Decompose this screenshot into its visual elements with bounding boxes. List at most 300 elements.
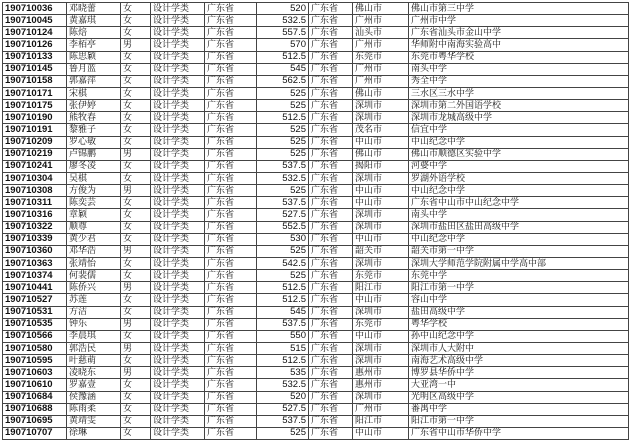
city-cell: 深圳市 [353, 306, 409, 318]
table-body [3, 3, 629, 440]
score-cell: 535 [257, 367, 309, 379]
table-row [3, 367, 629, 379]
student-name-cell: 李栢亭 [67, 39, 121, 51]
school-province-cell: 广东省 [309, 367, 353, 379]
school-province-cell: 广东省 [309, 221, 353, 233]
student-id-cell: 190710566 [3, 330, 67, 342]
province-cell: 广东省 [205, 257, 257, 269]
table-row [3, 148, 629, 160]
student-name-cell: 鲁月蓝 [67, 63, 121, 75]
province-cell: 广东省 [205, 100, 257, 112]
score-cell: 562.5 [257, 75, 309, 87]
major-category-cell: 设计学类 [151, 306, 205, 318]
school-cell: 孙中山纪念中学 [409, 330, 629, 342]
province-cell: 广东省 [205, 379, 257, 391]
city-cell: 惠州市 [353, 367, 409, 379]
school-province-cell: 广东省 [309, 209, 353, 221]
school-province-cell: 广东省 [309, 270, 353, 282]
student-id-cell: 190710610 [3, 379, 67, 391]
school-province-cell: 广东省 [309, 51, 353, 63]
school-cell: 南头中学 [409, 209, 629, 221]
province-cell: 广东省 [205, 367, 257, 379]
student-id-cell: 190710322 [3, 221, 67, 233]
student-id-cell: 190710374 [3, 270, 67, 282]
school-cell: 南海艺术高级中学 [409, 355, 629, 367]
school-cell: 深圳市人大附中 [409, 342, 629, 354]
school-cell: 大亚湾一中 [409, 379, 629, 391]
major-category-cell: 设计学类 [151, 282, 205, 294]
score-cell: 525 [257, 245, 309, 257]
city-cell: 佛山市 [353, 3, 409, 15]
student-id-cell: 190710126 [3, 39, 67, 51]
gender-cell: 女 [121, 233, 151, 245]
province-cell: 广东省 [205, 391, 257, 403]
student-name-cell: 熊牧春 [67, 112, 121, 124]
student-name-cell: 陈雨柔 [67, 403, 121, 415]
province-cell: 广东省 [205, 172, 257, 184]
province-cell: 广东省 [205, 306, 257, 318]
school-province-cell: 广东省 [309, 148, 353, 160]
school-province-cell: 广东省 [309, 403, 353, 415]
city-cell: 中山市 [353, 197, 409, 209]
score-cell: 532.5 [257, 172, 309, 184]
school-cell: 东莞中学 [409, 270, 629, 282]
major-category-cell: 设计学类 [151, 270, 205, 282]
student-id-cell: 190710171 [3, 87, 67, 99]
city-cell: 深圳市 [353, 172, 409, 184]
student-id-cell: 190710158 [3, 75, 67, 87]
student-name-cell: 李晨琪 [67, 330, 121, 342]
school-cell: 阳江市第一中学 [409, 282, 629, 294]
gender-cell: 男 [121, 39, 151, 51]
major-category-cell: 设计学类 [151, 100, 205, 112]
student-id-cell: 190710707 [3, 427, 67, 439]
school-cell: 容山中学 [409, 294, 629, 306]
score-cell: 537.5 [257, 197, 309, 209]
school-province-cell: 广东省 [309, 87, 353, 99]
score-cell: 537.5 [257, 415, 309, 427]
student-name-cell: 张伊婷 [67, 100, 121, 112]
gender-cell: 女 [121, 15, 151, 27]
gender-cell: 女 [121, 270, 151, 282]
major-category-cell: 设计学类 [151, 75, 205, 87]
student-name-cell: 张靖怡 [67, 257, 121, 269]
student-id-cell: 190710209 [3, 136, 67, 148]
student-id-cell: 190710688 [3, 403, 67, 415]
province-cell: 广东省 [205, 63, 257, 75]
score-cell: 537.5 [257, 160, 309, 172]
gender-cell: 女 [121, 124, 151, 136]
school-cell: 广州市中学 [409, 15, 629, 27]
gender-cell: 女 [121, 306, 151, 318]
city-cell: 东莞市 [353, 51, 409, 63]
city-cell: 阳江市 [353, 282, 409, 294]
school-cell: 信宜中学 [409, 124, 629, 136]
city-cell: 广州市 [353, 15, 409, 27]
major-category-cell: 设计学类 [151, 197, 205, 209]
city-cell: 深圳市 [353, 355, 409, 367]
major-category-cell: 设计学类 [151, 63, 205, 75]
gender-cell: 女 [121, 87, 151, 99]
province-cell: 广东省 [205, 39, 257, 51]
gender-cell: 女 [121, 75, 151, 87]
major-category-cell: 设计学类 [151, 257, 205, 269]
admission-table [2, 2, 629, 440]
student-id-cell: 190710036 [3, 3, 67, 15]
school-cell: 广东省中山市中山纪念中学 [409, 197, 629, 209]
student-name-cell: 顺尊 [67, 221, 121, 233]
score-cell: 525 [257, 148, 309, 160]
gender-cell: 女 [121, 330, 151, 342]
major-category-cell: 设计学类 [151, 367, 205, 379]
gender-cell: 女 [121, 415, 151, 427]
school-province-cell: 广东省 [309, 330, 353, 342]
gender-cell: 女 [121, 27, 151, 39]
city-cell: 深圳市 [353, 342, 409, 354]
table-row [3, 257, 629, 269]
student-name-cell: 黄嘉琪 [67, 15, 121, 27]
major-category-cell: 设计学类 [151, 330, 205, 342]
city-cell: 中山市 [353, 136, 409, 148]
student-name-cell: 黎雅子 [67, 124, 121, 136]
student-id-cell: 190710580 [3, 342, 67, 354]
table-row [3, 185, 629, 197]
city-cell: 中山市 [353, 330, 409, 342]
school-cell: 深圳市盐田区盐田高级中学 [409, 221, 629, 233]
score-cell: 525 [257, 185, 309, 197]
student-id-cell: 190710339 [3, 233, 67, 245]
table-row [3, 427, 629, 439]
gender-cell: 女 [121, 355, 151, 367]
city-cell: 广州市 [353, 75, 409, 87]
gender-cell: 男 [121, 367, 151, 379]
province-cell: 广东省 [205, 233, 257, 245]
city-cell: 深圳市 [353, 257, 409, 269]
table-row [3, 342, 629, 354]
student-name-cell: 邓华浩 [67, 245, 121, 257]
city-cell: 深圳市 [353, 100, 409, 112]
table-row [3, 282, 629, 294]
city-cell: 惠州市 [353, 379, 409, 391]
table-row [3, 160, 629, 172]
gender-cell: 女 [121, 112, 151, 124]
student-name-cell: 方俊为 [67, 185, 121, 197]
school-cell: 广东省汕头市金山中学 [409, 27, 629, 39]
student-id-cell: 190710684 [3, 391, 67, 403]
gender-cell: 女 [121, 51, 151, 63]
score-cell: 525 [257, 270, 309, 282]
province-cell: 广东省 [205, 415, 257, 427]
table-row [3, 221, 629, 233]
gender-cell: 女 [121, 136, 151, 148]
gender-cell: 男 [121, 342, 151, 354]
major-category-cell: 设计学类 [151, 209, 205, 221]
gender-cell: 女 [121, 294, 151, 306]
school-province-cell: 广东省 [309, 112, 353, 124]
school-province-cell: 广东省 [309, 342, 353, 354]
table-row [3, 355, 629, 367]
student-id-cell: 190710441 [3, 282, 67, 294]
score-cell: 527.5 [257, 403, 309, 415]
school-province-cell: 广东省 [309, 172, 353, 184]
student-name-cell: 邓晓蕾 [67, 3, 121, 15]
gender-cell: 女 [121, 160, 151, 172]
student-id-cell: 190710531 [3, 306, 67, 318]
table-row [3, 27, 629, 39]
city-cell: 深圳市 [353, 221, 409, 233]
student-name-cell: 苏莲 [67, 294, 121, 306]
student-name-cell: 章颖 [67, 209, 121, 221]
score-cell: 520 [257, 391, 309, 403]
score-cell: 525 [257, 87, 309, 99]
gender-cell: 男 [121, 318, 151, 330]
school-province-cell: 广东省 [309, 136, 353, 148]
student-id-cell: 190710527 [3, 294, 67, 306]
major-category-cell: 设计学类 [151, 427, 205, 439]
table-row [3, 112, 629, 124]
student-id-cell: 190710695 [3, 415, 67, 427]
major-category-cell: 设计学类 [151, 27, 205, 39]
gender-cell: 女 [121, 403, 151, 415]
student-id-cell: 190710603 [3, 367, 67, 379]
school-province-cell: 广东省 [309, 306, 353, 318]
school-province-cell: 广东省 [309, 27, 353, 39]
score-cell: 550 [257, 330, 309, 342]
gender-cell: 女 [121, 100, 151, 112]
province-cell: 广东省 [205, 197, 257, 209]
score-cell: 545 [257, 306, 309, 318]
province-cell: 广东省 [205, 148, 257, 160]
school-cell: 广东省中山市华侨中学 [409, 427, 629, 439]
school-cell: 粤华学校 [409, 318, 629, 330]
city-cell: 中山市 [353, 427, 409, 439]
province-cell: 广东省 [205, 209, 257, 221]
school-cell: 佛山市第三中学 [409, 3, 629, 15]
student-id-cell: 190710308 [3, 185, 67, 197]
school-province-cell: 广东省 [309, 197, 353, 209]
student-name-cell: 何裴儒 [67, 270, 121, 282]
gender-cell: 男 [121, 245, 151, 257]
major-category-cell: 设计学类 [151, 124, 205, 136]
school-province-cell: 广东省 [309, 355, 353, 367]
student-id-cell: 190710175 [3, 100, 67, 112]
school-cell: 韶关市第一中学 [409, 245, 629, 257]
table-row [3, 136, 629, 148]
school-province-cell: 广东省 [309, 124, 353, 136]
table-row [3, 270, 629, 282]
score-cell: 525 [257, 136, 309, 148]
score-cell: 512.5 [257, 112, 309, 124]
table-row [3, 87, 629, 99]
province-cell: 广东省 [205, 355, 257, 367]
table-row [3, 39, 629, 51]
student-id-cell: 190710191 [3, 124, 67, 136]
student-name-cell: 罗嘉壹 [67, 379, 121, 391]
province-cell: 广东省 [205, 270, 257, 282]
city-cell: 广州市 [353, 403, 409, 415]
table-row [3, 233, 629, 245]
gender-cell: 男 [121, 148, 151, 160]
student-name-cell: 陈奕芸 [67, 197, 121, 209]
school-province-cell: 广东省 [309, 391, 353, 403]
school-province-cell: 广东省 [309, 294, 353, 306]
major-category-cell: 设计学类 [151, 294, 205, 306]
score-cell: 545 [257, 63, 309, 75]
table-row [3, 124, 629, 136]
province-cell: 广东省 [205, 294, 257, 306]
student-id-cell: 190710363 [3, 257, 67, 269]
table-row [3, 415, 629, 427]
school-cell: 河婆中学 [409, 160, 629, 172]
student-name-cell: 凌晓东 [67, 367, 121, 379]
city-cell: 阳江市 [353, 415, 409, 427]
province-cell: 广东省 [205, 245, 257, 257]
major-category-cell: 设计学类 [151, 172, 205, 184]
student-id-cell: 190710045 [3, 15, 67, 27]
student-name-cell: 黄少君 [67, 233, 121, 245]
school-province-cell: 广东省 [309, 3, 353, 15]
score-cell: 512.5 [257, 282, 309, 294]
student-name-cell: 吴棋 [67, 172, 121, 184]
province-cell: 广东省 [205, 124, 257, 136]
table-row [3, 379, 629, 391]
school-cell: 东莞市粤华学校 [409, 51, 629, 63]
student-name-cell: 叶慈萌 [67, 355, 121, 367]
student-id-cell: 190710304 [3, 172, 67, 184]
major-category-cell: 设计学类 [151, 148, 205, 160]
city-cell: 中山市 [353, 185, 409, 197]
major-category-cell: 设计学类 [151, 15, 205, 27]
school-cell: 中山纪念中学 [409, 136, 629, 148]
major-category-cell: 设计学类 [151, 318, 205, 330]
student-id-cell: 190710311 [3, 197, 67, 209]
school-cell: 罗湖外语学校 [409, 172, 629, 184]
school-cell: 南头中学 [409, 63, 629, 75]
school-province-cell: 广东省 [309, 318, 353, 330]
school-cell: 华师附中南海实验高中 [409, 39, 629, 51]
city-cell: 韶关市 [353, 245, 409, 257]
student-id-cell: 190710219 [3, 148, 67, 160]
school-province-cell: 广东省 [309, 233, 353, 245]
gender-cell: 女 [121, 3, 151, 15]
major-category-cell: 设计学类 [151, 379, 205, 391]
student-name-cell: 卢锦鹏 [67, 148, 121, 160]
gender-cell: 女 [121, 391, 151, 403]
gender-cell: 男 [121, 185, 151, 197]
table-row [3, 100, 629, 112]
table-row [3, 330, 629, 342]
table-row [3, 306, 629, 318]
major-category-cell: 设计学类 [151, 87, 205, 99]
student-name-cell: 陈思颖 [67, 51, 121, 63]
table-row [3, 172, 629, 184]
student-name-cell: 罗心敏 [67, 136, 121, 148]
school-cell: 三水区三水中学 [409, 87, 629, 99]
school-cell: 盐田高级中学 [409, 306, 629, 318]
school-province-cell: 广东省 [309, 427, 353, 439]
student-id-cell: 190710133 [3, 51, 67, 63]
gender-cell: 女 [121, 427, 151, 439]
student-name-cell: 郭浩民 [67, 342, 121, 354]
student-id-cell: 190710145 [3, 63, 67, 75]
score-cell: 512.5 [257, 51, 309, 63]
province-cell: 广东省 [205, 112, 257, 124]
table-row [3, 51, 629, 63]
table-row [3, 245, 629, 257]
province-cell: 广东省 [205, 330, 257, 342]
student-name-cell: 方洁 [67, 306, 121, 318]
school-province-cell: 广东省 [309, 245, 353, 257]
major-category-cell: 设计学类 [151, 112, 205, 124]
table-row [3, 75, 629, 87]
city-cell: 中山市 [353, 294, 409, 306]
student-name-cell: 黄靖雯 [67, 415, 121, 427]
city-cell: 广州市 [353, 39, 409, 51]
major-category-cell: 设计学类 [151, 233, 205, 245]
province-cell: 广东省 [205, 221, 257, 233]
city-cell: 茂名市 [353, 124, 409, 136]
score-cell: 552.5 [257, 221, 309, 233]
city-cell: 东莞市 [353, 318, 409, 330]
score-cell: 542.5 [257, 257, 309, 269]
school-province-cell: 广东省 [309, 415, 353, 427]
province-cell: 广东省 [205, 403, 257, 415]
score-cell: 525 [257, 124, 309, 136]
province-cell: 广东省 [205, 427, 257, 439]
table-row [3, 391, 629, 403]
student-name-cell: 陈焙 [67, 27, 121, 39]
major-category-cell: 设计学类 [151, 221, 205, 233]
school-cell: 深圳市第二外国语学校 [409, 100, 629, 112]
major-category-cell: 设计学类 [151, 3, 205, 15]
province-cell: 广东省 [205, 185, 257, 197]
school-province-cell: 广东省 [309, 282, 353, 294]
major-category-cell: 设计学类 [151, 415, 205, 427]
score-cell: 570 [257, 39, 309, 51]
student-id-cell: 190710316 [3, 209, 67, 221]
major-category-cell: 设计学类 [151, 136, 205, 148]
student-name-cell: 侯豫涵 [67, 391, 121, 403]
province-cell: 广东省 [205, 3, 257, 15]
province-cell: 广东省 [205, 15, 257, 27]
score-cell: 530 [257, 233, 309, 245]
school-cell: 番禺中学 [409, 403, 629, 415]
major-category-cell: 设计学类 [151, 39, 205, 51]
student-id-cell: 190710124 [3, 27, 67, 39]
school-province-cell: 广东省 [309, 185, 353, 197]
score-cell: 532.5 [257, 379, 309, 391]
table-row [3, 403, 629, 415]
table-row [3, 294, 629, 306]
province-cell: 广东省 [205, 27, 257, 39]
score-cell: 515 [257, 342, 309, 354]
school-cell: 深圳大学师范学院附属中学高中部 [409, 257, 629, 269]
city-cell: 佛山市 [353, 87, 409, 99]
province-cell: 广东省 [205, 87, 257, 99]
student-name-cell: 钟乐 [67, 318, 121, 330]
school-cell: 深圳市龙城高级中学 [409, 112, 629, 124]
gender-cell: 女 [121, 221, 151, 233]
major-category-cell: 设计学类 [151, 245, 205, 257]
major-category-cell: 设计学类 [151, 403, 205, 415]
school-province-cell: 广东省 [309, 63, 353, 75]
province-cell: 广东省 [205, 160, 257, 172]
school-cell: 佛山市顺德区实验中学 [409, 148, 629, 160]
gender-cell: 女 [121, 172, 151, 184]
city-cell: 中山市 [353, 233, 409, 245]
gender-cell: 女 [121, 197, 151, 209]
school-cell: 中山纪念中学 [409, 185, 629, 197]
